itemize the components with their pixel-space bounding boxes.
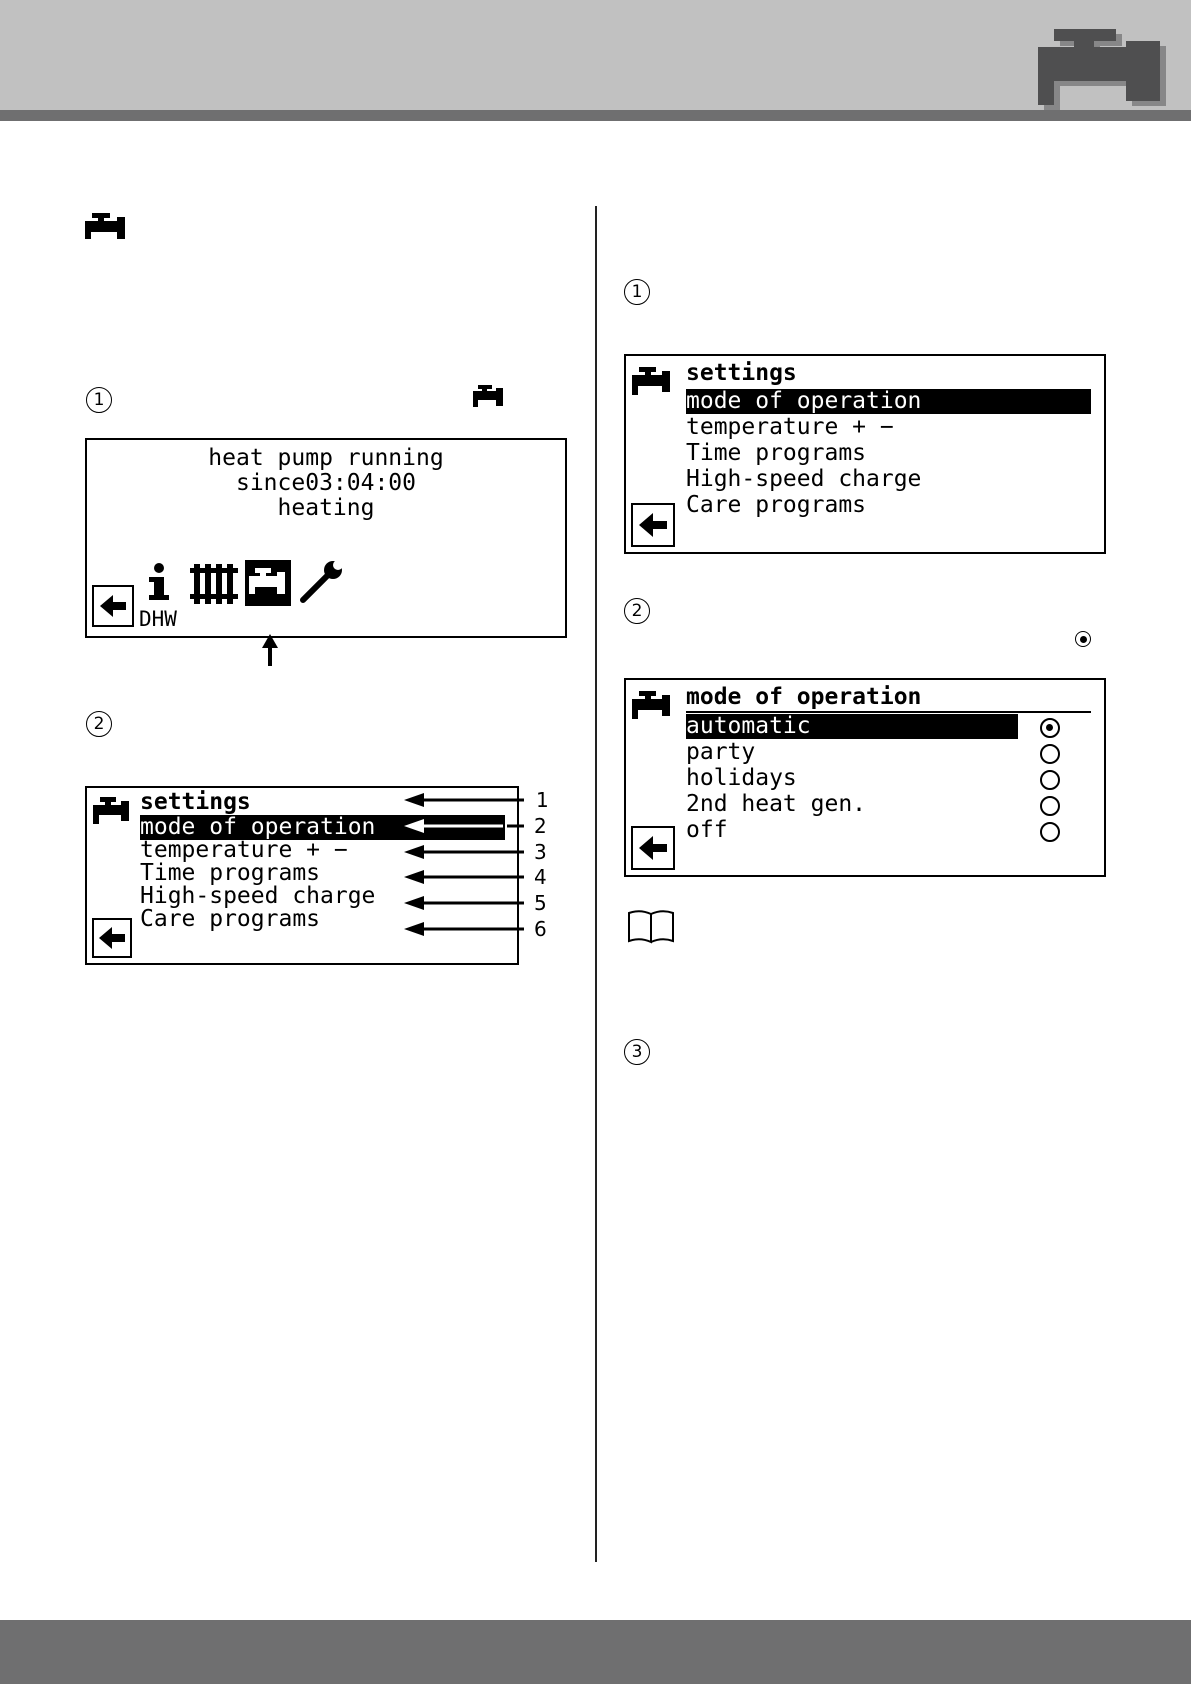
step-number-2: 2 <box>86 711 112 737</box>
callout-number: 2 <box>534 814 547 838</box>
step-number-1: 1 <box>624 279 650 305</box>
tap-icon <box>472 384 504 410</box>
step-number-1: 1 <box>86 387 112 413</box>
callout-number: 1 <box>536 788 549 812</box>
tap-icon <box>1030 25 1180 115</box>
callout-number: 5 <box>534 891 547 915</box>
step-number-3: 3 <box>624 1039 650 1065</box>
menu-item-time-programs[interactable]: Time programs <box>686 440 867 466</box>
option-off[interactable]: off <box>686 817 728 843</box>
tap-icon <box>631 690 673 722</box>
option-party[interactable]: party <box>686 739 756 765</box>
back-arrow-icon <box>633 505 673 545</box>
wrench-icon[interactable] <box>297 560 345 606</box>
option-2nd-heat-gen[interactable]: 2nd heat gen. <box>686 791 867 817</box>
radio-button-icon <box>1075 631 1091 647</box>
lcd-settings <box>624 354 1106 554</box>
radio-2nd-heat-gen[interactable] <box>1040 796 1060 816</box>
header-band <box>0 0 1191 110</box>
menu-item-high-speed-charge[interactable]: High-speed charge <box>686 466 922 492</box>
column-divider <box>595 206 597 1562</box>
option-automatic[interactable]: automatic <box>686 714 1018 739</box>
lcd-main-screen <box>85 438 567 638</box>
menu-item-mode-of-operation[interactable]: mode of operation <box>686 389 1091 414</box>
tap-icon <box>92 796 132 826</box>
status-line: heat pump running <box>208 445 444 471</box>
menu-title: settings <box>686 360 797 386</box>
status-time: since03:04:00 <box>235 470 416 496</box>
lcd-mode-of-operation <box>624 678 1106 877</box>
tap-icon <box>84 212 128 240</box>
step-number-2: 2 <box>624 598 650 624</box>
option-holidays[interactable]: holidays <box>686 765 797 791</box>
menu-item-temperature[interactable]: temperature + − <box>140 837 348 863</box>
back-arrow-icon <box>633 828 673 868</box>
radio-party[interactable] <box>1040 744 1060 764</box>
info-icon[interactable] <box>144 562 174 604</box>
menu-title: mode of operation <box>686 684 922 710</box>
tap-icon[interactable] <box>245 560 291 606</box>
radio-automatic[interactable] <box>1040 718 1060 738</box>
menu-item-care-programs[interactable]: Care programs <box>140 906 321 932</box>
callout-number: 6 <box>534 917 547 941</box>
menu-item-high-speed-charge[interactable]: High-speed charge <box>140 883 376 909</box>
menu-item-time-programs[interactable]: Time programs <box>140 860 321 886</box>
header-divider <box>0 110 1191 121</box>
menu-item-care-programs[interactable]: Care programs <box>686 492 867 518</box>
back-button[interactable] <box>631 503 675 547</box>
callout-arrows <box>400 786 530 936</box>
book-icon <box>626 908 678 946</box>
back-button[interactable] <box>92 918 132 958</box>
radio-off[interactable] <box>1040 822 1060 842</box>
tap-icon <box>631 366 673 398</box>
menu-title: settings <box>140 789 251 815</box>
back-arrow-icon <box>94 587 132 625</box>
status-mode: heating <box>277 495 375 521</box>
menu-item-temperature[interactable]: temperature + − <box>686 414 894 440</box>
back-arrow-icon <box>94 920 130 956</box>
back-button[interactable] <box>92 585 134 627</box>
callout-number: 3 <box>534 840 547 864</box>
selected-menu-label: DHW <box>139 607 177 631</box>
callout-number: 4 <box>534 865 547 889</box>
pointer-arrow <box>258 634 282 666</box>
back-button[interactable] <box>631 826 675 870</box>
footer-band <box>0 1620 1191 1684</box>
radiator-icon[interactable] <box>190 564 238 604</box>
radio-holidays[interactable] <box>1040 770 1060 790</box>
menu-item-mode-of-operation[interactable]: mode of operation <box>140 815 505 840</box>
